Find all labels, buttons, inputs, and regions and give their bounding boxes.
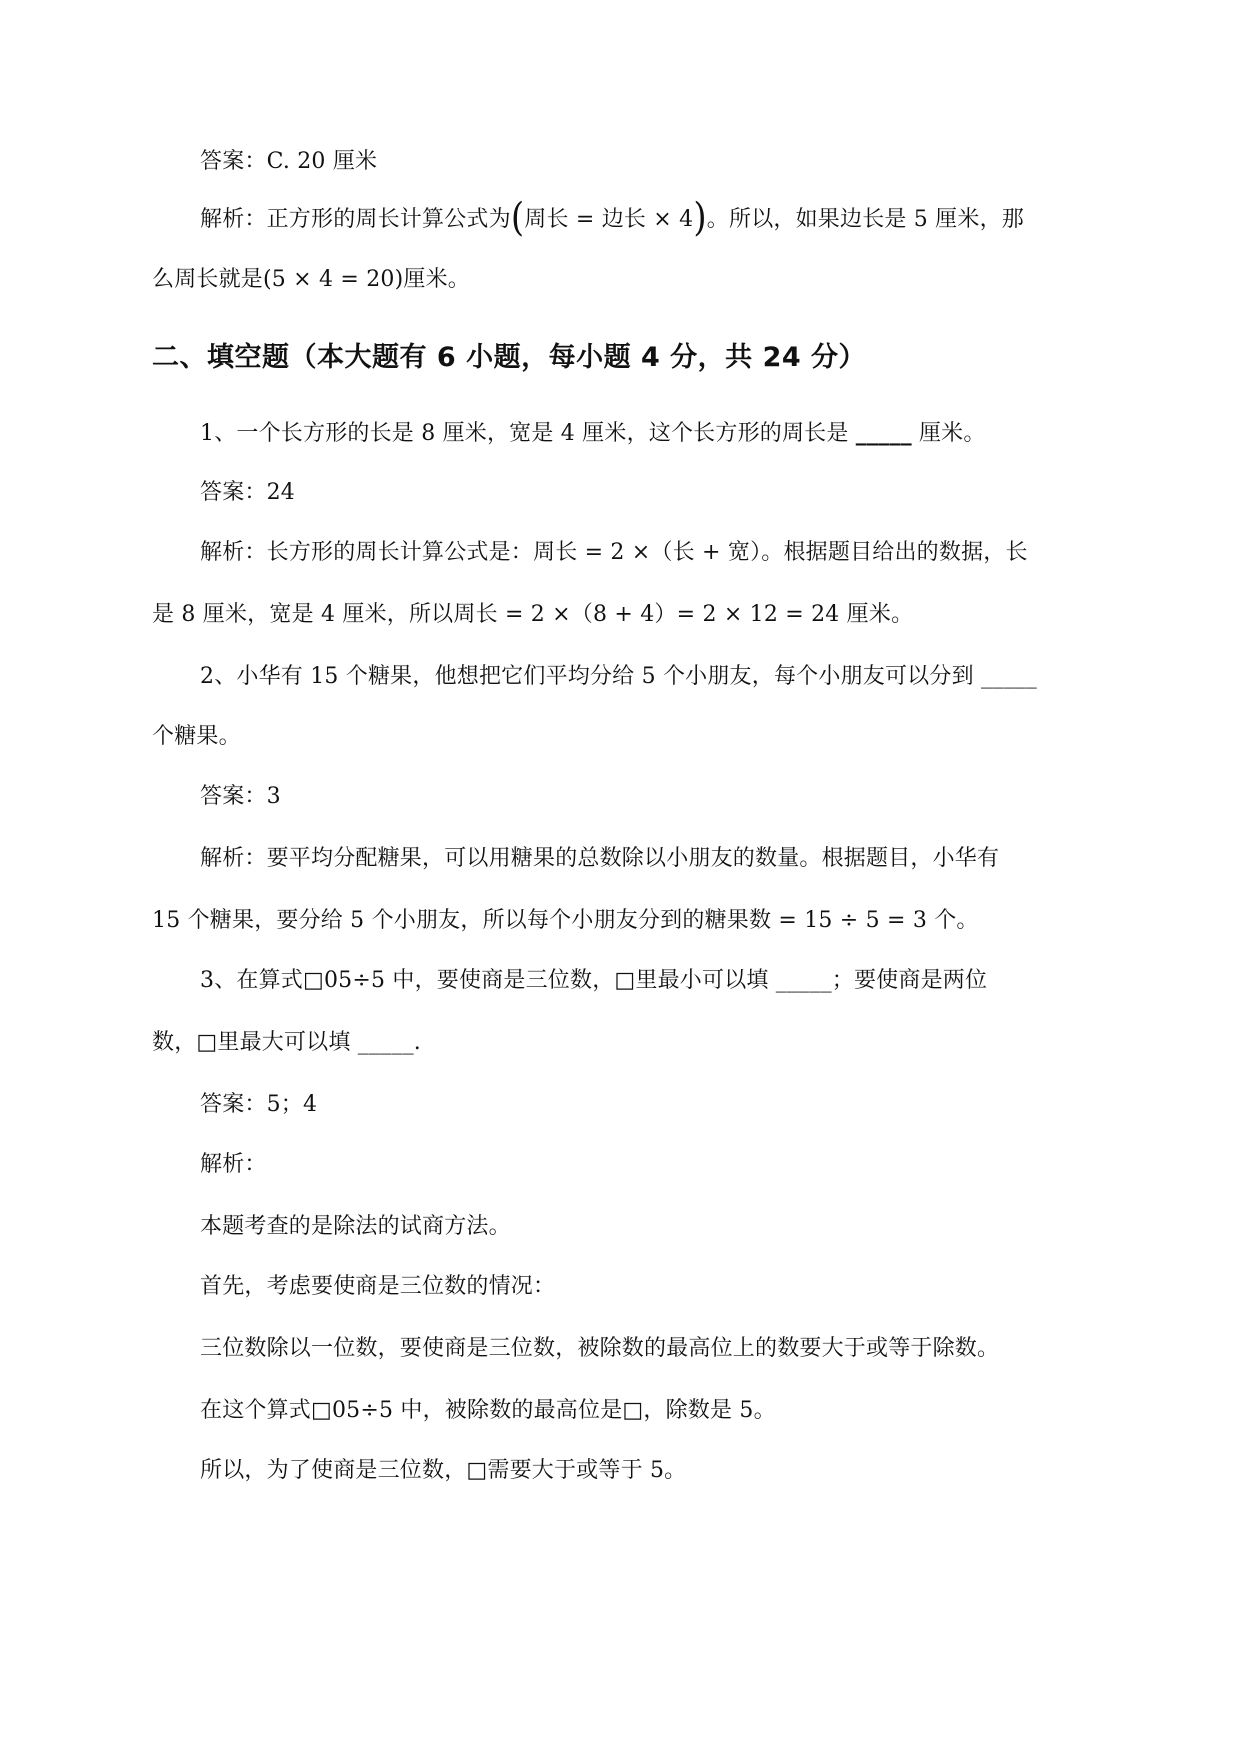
question-3-line-2: 数，□里最大可以填 _____. xyxy=(152,1030,421,1055)
question-2-line-2: 个糖果。 xyxy=(152,724,241,749)
paren-open: ( xyxy=(510,195,525,241)
explanation-1-line-1: 解析：长方形的周长计算公式是：周长 = 2 ×（长 + 宽）。根据题目给出的数据，长 xyxy=(200,540,1028,565)
explanation-line-2: 么周长就是(5 × 4 = 20)厘米。 xyxy=(152,267,470,292)
question-2-line-1: 2、小华有 15 个糖果，他想把它们平均分给 5 个小朋友，每个小朋友可以分到 _____ xyxy=(200,664,1037,689)
formula-text: 周长 = 边长 × 4 xyxy=(524,207,694,232)
explanation-line xyxy=(200,195,1024,241)
explanation-2-line-1: 解析：要平均分配糖果，可以用糖果的总数除以小朋友的数量。根据题目，小华有 xyxy=(200,846,1000,871)
answer-3: 答案：5；4 xyxy=(200,1092,318,1117)
answer-blank: _____ xyxy=(855,420,912,446)
answer-line: 答案：C. 20 厘米 xyxy=(200,149,378,174)
question-3-line-1: 3、在算式□05÷5 中，要使商是三位数，□里最小可以填 _____；要使商是两位 xyxy=(200,968,988,993)
question-1-unit: 厘米。 xyxy=(911,421,986,446)
explanation-3-label: 解析： xyxy=(200,1152,267,1177)
explanation-text: 解析：正方形的周长计算公式为 xyxy=(200,207,511,232)
paragraph-3: 三位数除以一位数，要使商是三位数，被除数的最高位上的数要大于或等于除数。 xyxy=(200,1336,1000,1361)
paren-close: ) xyxy=(693,195,707,241)
paragraph-5: 所以，为了使商是三位数，□需要大于或等于 5。 xyxy=(200,1458,687,1483)
paragraph-1: 本题考查的是除法的试商方法。 xyxy=(200,1214,511,1239)
question-1-text: 1、一个长方形的长是 8 厘米，宽是 4 厘米，这个长方形的周长是 xyxy=(200,421,856,446)
answer-2: 答案：3 xyxy=(200,784,281,809)
explanation-text-cont: 。所以，如果边长是 5 厘米，那 xyxy=(706,207,1024,232)
explanation-2-line-2: 15 个糖果，要分给 5 个小朋友，所以每个小朋友分到的糖果数 = 15 ÷ 5 = 3 个。 xyxy=(152,908,979,933)
question-1 xyxy=(200,418,986,449)
paragraph-4: 在这个算式□05÷5 中，被除数的最高位是□，除数是 5。 xyxy=(200,1398,776,1423)
answer-1: 答案：24 xyxy=(200,480,295,505)
paragraph-2: 首先，考虑要使商是三位数的情况： xyxy=(200,1274,556,1299)
explanation-1-line-2: 是 8 厘米，宽是 4 厘米，所以周长 = 2 ×（8 + 4）= 2 × 12 = 24 厘米。 xyxy=(152,602,914,627)
section-heading: 二、填空题（本大题有 6 小题，每小题 4 分，共 24 分） xyxy=(152,342,867,373)
